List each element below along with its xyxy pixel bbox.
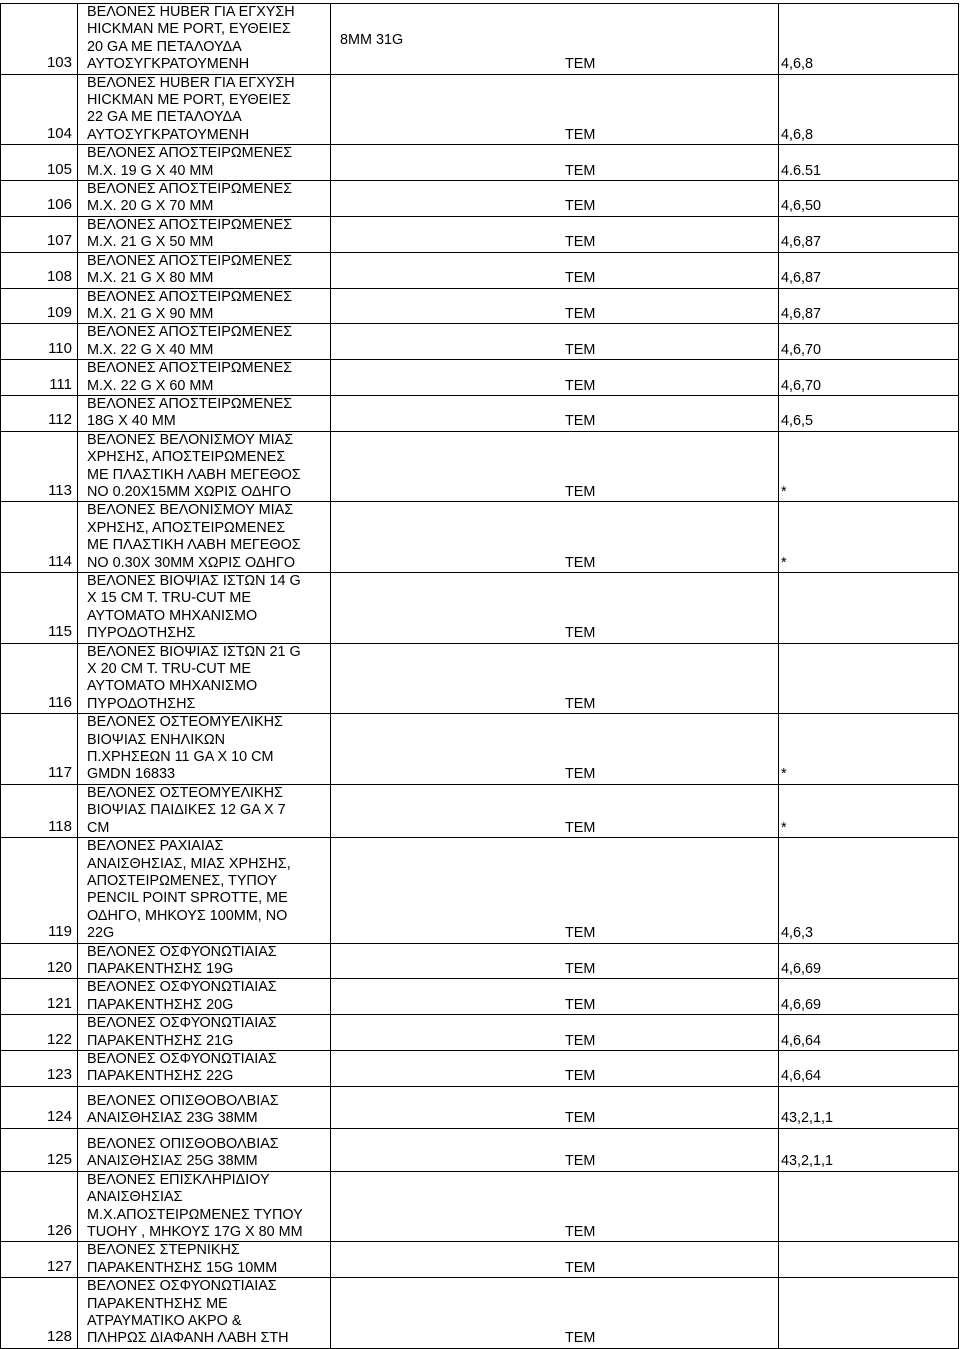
row-number: 117 [1,714,78,785]
item-description: ΒΕΛΟΝΕΣ ΒΙΟΨΙΑΣ ΙΣΤΩΝ 21 G Χ 20 CM T. TRU-CUT ΜΕ ΑΥΤΟΜΑΤΟ ΜΗΧΑΝΙΣΜΟ ΠΥΡΟΔΟΤΗΣΗΣ [78,643,331,714]
needles-table [0,3,959,1349]
row-number: 105 [1,145,78,181]
code-cell: 4,6,69 [779,943,959,979]
item-description: ΒΕΛΟΝΕΣ ΡΑΧΙΑΙΑΣ ΑΝΑΙΣΘΗΣΙΑΣ, ΜΙΑΣ ΧΡΗΣΗΣ, ΑΠΟΣΤΕΙΡΩΜΕΝΕΣ, ΤΥΠΟΥ PENCIL POINT SPROTTE, ΜΕ ΟΔΗΓΟ, ΜΗΚΟΥΣ 100ΜΜ, ΝΟ 22G [78,838,331,943]
unit-cell: ΤΕΜ [331,74,779,145]
unit-cell: ΤΕΜ [331,714,779,785]
item-description: ΒΕΛΟΝΕΣ ΒΙΟΨΙΑΣ ΙΣΤΩΝ 14 G Χ 15 CM T. TRU-CUT ΜΕ ΑΥΤΟΜΑΤΟ ΜΗΧΑΝΙΣΜΟ ΠΥΡΟΔΟΤΗΣΗΣ [78,573,331,644]
row-number: 121 [1,979,78,1015]
row-number: 118 [1,784,78,837]
unit-cell: ΤΕΜ [331,1086,779,1128]
row-number: 124 [1,1086,78,1128]
row-number: 111 [1,360,78,396]
unit-cell: ΤΕΜ [331,1171,779,1242]
item-description: ΒΕΛΟΝΕΣ HUBER ΓΙΑ ΕΓΧΥΣΗ HICKMAN ΜΕ PORT, ΕΥΘΕΙΕΣ 22 GA ΜΕ ΠΕΤΑΛΟΥΔΑ ΑΥΤΟΣΥΓΚΡΑΤΟΥΜΕΝΗ [78,74,331,145]
item-description: ΒΕΛΟΝΕΣ ΟΣΦΥΟΝΩΤΙΑΙΑΣ ΠΑΡΑΚΕΝΤΗΣΗΣ 22G [78,1050,331,1086]
table-row [1,4,959,75]
row-number: 127 [1,1242,78,1278]
table-row [1,74,959,145]
code-cell: 4,6,87 [779,288,959,324]
table-row [1,145,959,181]
unit-cell: ΤΕΜ [331,838,779,943]
row-number: 108 [1,252,78,288]
table-row [1,1171,959,1242]
table-row [1,181,959,217]
row-number: 110 [1,324,78,360]
item-description: ΒΕΛΟΝΕΣ ΑΠΟΣΤΕΙΡΩΜΕΝΕΣ Μ.Χ. 21 G Χ 90 ΜΜ [78,288,331,324]
code-cell: 4,6,87 [779,252,959,288]
unit-cell: ΤΕΜ [331,1015,779,1051]
item-description: ΒΕΛΟΝΕΣ ΕΠΙΣΚΛΗΡΙΔΙΟΥ ΑΝΑΙΣΘΗΣΙΑΣ Μ.Χ.ΑΠΟΣΤΕΙΡΩΜΕΝΕΣ ΤΥΠΟΥ TUOHY , ΜΗΚΟΥΣ 17G Χ 80 ΜΜ [78,1171,331,1242]
code-cell: * [779,784,959,837]
unit-cell: ΤΕΜ 8MM 31G [331,4,779,75]
unit-cell: ΤΕΜ [331,643,779,714]
row-number: 109 [1,288,78,324]
unit-cell: ΤΕΜ [331,943,779,979]
item-description: ΒΕΛΟΝΕΣ ΟΣΦΥΟΝΩΤΙΑΙΑΣ ΠΑΡΑΚΕΝΤΗΣΗΣ ΜΕ ΑΤΡΑΥΜΑΤΙΚΟ ΑΚΡΟ & ΠΛΗΡΩΣ ΔΙΑΦΑΝΗ ΛΑΒΗ ΣΤΗ [78,1278,331,1349]
code-cell: 4,6,69 [779,979,959,1015]
row-number: 122 [1,1015,78,1051]
table-row [1,360,959,396]
code-cell: 43,2,1,1 [779,1086,959,1128]
code-cell: 4,6,3 [779,838,959,943]
unit-cell: ΤΕΜ [331,324,779,360]
table-row [1,838,959,943]
unit-cell: ΤΕΜ [331,288,779,324]
code-cell: 4,6,64 [779,1015,959,1051]
table-row [1,784,959,837]
code-cell: 4,6,70 [779,324,959,360]
row-number: 113 [1,431,78,502]
row-number: 116 [1,643,78,714]
unit-cell: ΤΕΜ [331,360,779,396]
item-description: ΒΕΛΟΝΕΣ ΟΠΙΣΘΟΒΟΛΒΙΑΣ ΑΝΑΙΣΘΗΣΙΑΣ 23G 38ΜΜ [78,1086,331,1128]
table-row [1,252,959,288]
table-row [1,1050,959,1086]
unit-cell: ΤΕΜ [331,395,779,431]
item-description: ΒΕΛΟΝΕΣ ΑΠΟΣΤΕΙΡΩΜΕΝΕΣ Μ.Χ. 21 G Χ 50 ΜΜ [78,216,331,252]
row-number: 115 [1,573,78,644]
item-spec: 8MM 31G [340,32,404,48]
row-number: 114 [1,502,78,573]
unit-cell: ΤΕΜ [331,784,779,837]
unit-cell: ΤΕΜ [331,502,779,573]
unit-cell: ΤΕΜ [331,216,779,252]
item-description: ΒΕΛΟΝΕΣ ΣΤΕΡΝΙΚΗΣ ΠΑΡΑΚΕΝΤΗΣΗΣ 15G 10ΜΜ [78,1242,331,1278]
code-cell: * [779,714,959,785]
row-number: 103 [1,4,78,75]
item-description: ΒΕΛΟΝΕΣ ΟΣΤΕΟΜΥΕΛΙΚΗΣ ΒΙΟΨΙΑΣ ΠΑΙΔΙΚΕΣ 12 GA Χ 7 CM [78,784,331,837]
unit-cell: ΤΕΜ [331,979,779,1015]
item-description: ΒΕΛΟΝΕΣ ΑΠΟΣΤΕΙΡΩΜΕΝΕΣ Μ.Χ. 22 G Χ 40 ΜΜ [78,324,331,360]
item-description: ΒΕΛΟΝΕΣ ΑΠΟΣΤΕΙΡΩΜΕΝΕΣ 18G Χ 40 ΜΜ [78,395,331,431]
unit-cell: ΤΕΜ [331,1242,779,1278]
unit-cell: ΤΕΜ [331,1050,779,1086]
row-number: 104 [1,74,78,145]
unit-cell: ΤΕΜ [331,252,779,288]
code-cell: 4,6,87 [779,216,959,252]
code-cell: 4,6,50 [779,181,959,217]
code-cell: 4,6,64 [779,1050,959,1086]
row-number: 119 [1,838,78,943]
row-number: 123 [1,1050,78,1086]
item-description: ΒΕΛΟΝΕΣ ΑΠΟΣΤΕΙΡΩΜΕΝΕΣ Μ.Χ. 19 G Χ 40 ΜΜ [78,145,331,181]
item-description: ΒΕΛΟΝΕΣ ΑΠΟΣΤΕΙΡΩΜΕΝΕΣ Μ.Χ. 20 G Χ 70 ΜΜ [78,181,331,217]
code-cell: 4,6,8 [779,74,959,145]
row-number: 128 [1,1278,78,1349]
row-number: 106 [1,181,78,217]
unit-cell: ΤΕΜ [331,573,779,644]
code-cell [779,1278,959,1349]
table-row [1,979,959,1015]
row-number: 126 [1,1171,78,1242]
code-cell [779,1171,959,1242]
item-description: ΒΕΛΟΝΕΣ ΑΠΟΣΤΕΙΡΩΜΕΝΕΣ Μ.Χ. 21 G Χ 80 ΜΜ [78,252,331,288]
table-row [1,943,959,979]
code-cell: 4,6,70 [779,360,959,396]
item-description: ΒΕΛΟΝΕΣ ΟΣΤΕΟΜΥΕΛΙΚΗΣ ΒΙΟΨΙΑΣ ΕΝΗΛΙΚΩΝ Π.ΧΡΗΣΕΩΝ 11 GA Χ 10 CM GMDN 16833 [78,714,331,785]
table-row [1,643,959,714]
code-cell: 43,2,1,1 [779,1128,959,1171]
unit-cell: ΤΕΜ [331,1128,779,1171]
table-row [1,502,959,573]
row-number: 120 [1,943,78,979]
unit-cell: ΤΕΜ [331,1278,779,1349]
code-cell [779,573,959,644]
item-description: ΒΕΛΟΝΕΣ ΟΠΙΣΘΟΒΟΛΒΙΑΣ ΑΝΑΙΣΘΗΣΙΑΣ 25G 38ΜΜ [78,1128,331,1171]
code-cell: 4,6,8 [779,4,959,75]
item-description: ΒΕΛΟΝΕΣ ΑΠΟΣΤΕΙΡΩΜΕΝΕΣ Μ.Χ. 22 G Χ 60 ΜΜ [78,360,331,396]
item-description: ΒΕΛΟΝΕΣ ΟΣΦΥΟΝΩΤΙΑΙΑΣ ΠΑΡΑΚΕΝΤΗΣΗΣ 21G [78,1015,331,1051]
table-row [1,395,959,431]
table-row [1,324,959,360]
row-number: 125 [1,1128,78,1171]
code-cell: 4,6,5 [779,395,959,431]
table-row [1,216,959,252]
table-row [1,573,959,644]
code-cell: * [779,502,959,573]
table-row [1,1242,959,1278]
unit-cell: ΤΕΜ [331,431,779,502]
item-description: ΒΕΛΟΝΕΣ ΟΣΦΥΟΝΩΤΙΑΙΑΣ ΠΑΡΑΚΕΝΤΗΣΗΣ 20G [78,979,331,1015]
unit-cell: ΤΕΜ [331,145,779,181]
unit-cell: ΤΕΜ [331,181,779,217]
code-cell: 4.6.51 [779,145,959,181]
item-description: ΒΕΛΟΝΕΣ ΒΕΛΟΝΙΣΜΟΥ ΜΙΑΣ ΧΡΗΣΗΣ, ΑΠΟΣΤΕΙΡΩΜΕΝΕΣ ΜΕ ΠΛΑΣΤΙΚΗ ΛΑΒΗ ΜΕΓΕΘΟΣ ΝΟ 0.20Χ15ΜΜ ΧΩΡΙΣ ΟΔΗΓΟ [78,431,331,502]
code-cell [779,643,959,714]
item-description: ΒΕΛΟΝΕΣ ΒΕΛΟΝΙΣΜΟΥ ΜΙΑΣ ΧΡΗΣΗΣ, ΑΠΟΣΤΕΙΡΩΜΕΝΕΣ ΜΕ ΠΛΑΣΤΙΚΗ ΛΑΒΗ ΜΕΓΕΘΟΣ ΝΟ 0.30Χ 30ΜΜ ΧΩΡΙΣ ΟΔΗΓΟ [78,502,331,573]
table-row [1,1015,959,1051]
item-description: ΒΕΛΟΝΕΣ ΟΣΦΥΟΝΩΤΙΑΙΑΣ ΠΑΡΑΚΕΝΤΗΣΗΣ 19G [78,943,331,979]
code-cell [779,1242,959,1278]
table-body [1,4,959,1349]
table-row [1,431,959,502]
table-row [1,1086,959,1128]
code-cell: * [779,431,959,502]
table-row [1,1128,959,1171]
item-description: ΒΕΛΟΝΕΣ HUBER ΓΙΑ ΕΓΧΥΣΗ HICKMAN ΜΕ PORT, ΕΥΘΕΙΕΣ 20 GA ΜΕ ΠΕΤΑΛΟΥΔΑ ΑΥΤΟΣΥΓΚΡΑΤΟΥΜΕΝΗ [78,4,331,75]
table-row [1,714,959,785]
row-number: 112 [1,395,78,431]
document-page [0,3,958,1349]
table-row [1,288,959,324]
row-number: 107 [1,216,78,252]
table-row [1,1278,959,1349]
